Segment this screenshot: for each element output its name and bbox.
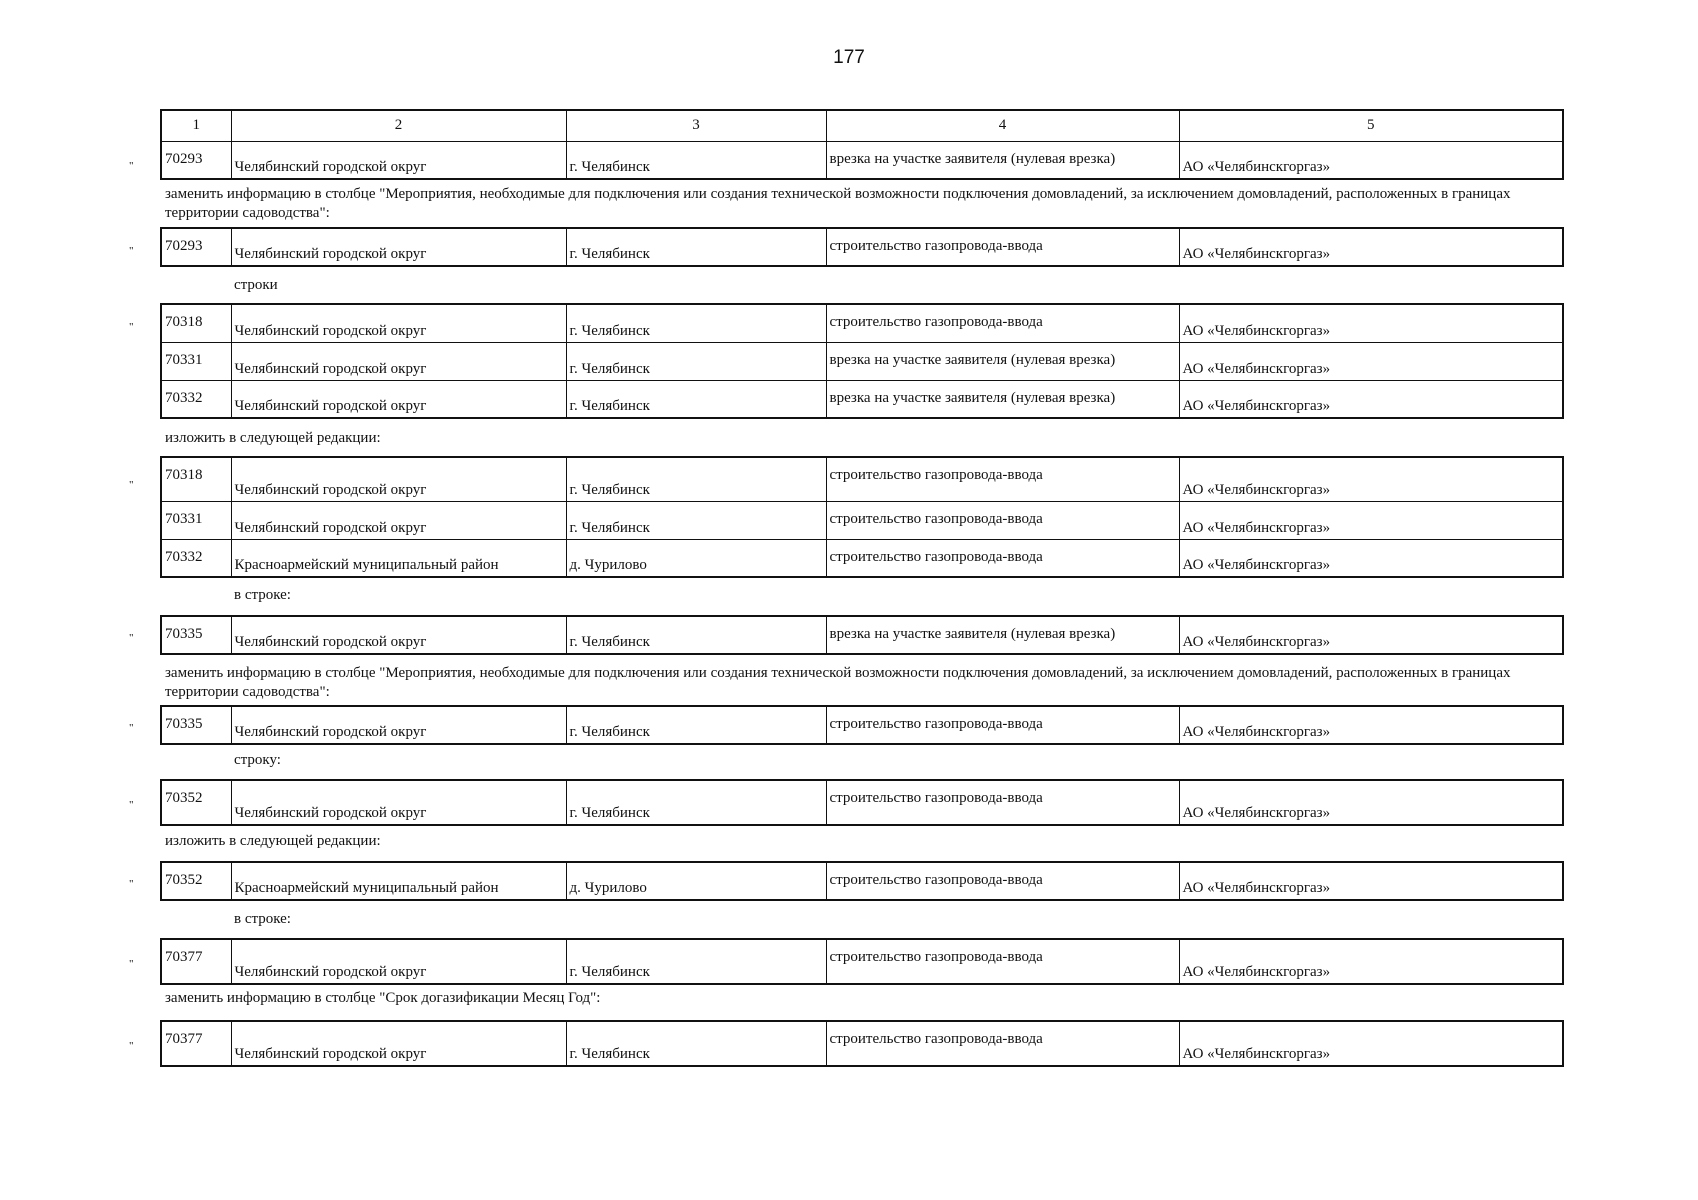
cell-measure: врезка на участке заявителя (нулевая врезка) [826, 141, 1179, 179]
table-row [161, 939, 1563, 984]
cell-operator: АО «Челябинскгоргаз» [1179, 616, 1563, 654]
cell-locality: г. Челябинск [566, 939, 826, 984]
table-row [161, 862, 1563, 900]
cell-measure: строительство газопровода-ввода [826, 939, 1179, 984]
column-number-header: 5 [1179, 110, 1563, 141]
table-row [161, 342, 1563, 380]
amendment-instruction: заменить информацию в столбце "Мероприятия, необходимые для подключения или создания технической возможности подключения домовладений, за исключением домовладений, расположенных в границах территории садоводства": [165, 665, 1511, 700]
data-table [160, 456, 1564, 578]
data-table [160, 227, 1564, 267]
cell-id: 70352 [161, 862, 231, 900]
data-table [160, 303, 1564, 419]
cell-locality: г. Челябинск [566, 706, 826, 744]
cell-locality: д. Чурилово [566, 862, 826, 900]
table-row [161, 616, 1563, 654]
cell-locality: г. Челябинск [566, 228, 826, 266]
cell-operator: АО «Челябинскгоргаз» [1179, 780, 1563, 825]
cell-id: 70331 [161, 501, 231, 539]
data-table [160, 615, 1564, 655]
cell-locality: г. Челябинск [566, 1021, 826, 1066]
opening-quote-mark: " [129, 1040, 134, 1052]
cell-operator: АО «Челябинскгоргаз» [1179, 457, 1563, 501]
cell-locality: г. Челябинск [566, 780, 826, 825]
cell-operator: АО «Челябинскгоргаз» [1179, 539, 1563, 577]
cell-id: 70377 [161, 1021, 231, 1066]
cell-district: Красноармейский муниципальный район [231, 862, 566, 900]
data-table [160, 705, 1564, 745]
table-row [161, 501, 1563, 539]
cell-operator: АО «Челябинскгоргаз» [1179, 501, 1563, 539]
data-table [160, 861, 1564, 901]
cell-district: Челябинский городской округ [231, 706, 566, 744]
cell-district: Челябинский городской округ [231, 939, 566, 984]
opening-quote-mark: " [129, 958, 134, 970]
cell-operator: АО «Челябинскгоргаз» [1179, 706, 1563, 744]
cell-locality: г. Челябинск [566, 457, 826, 501]
cell-locality: д. Чурилово [566, 539, 826, 577]
cell-locality: г. Челябинск [566, 616, 826, 654]
cell-operator: АО «Челябинскгоргаз» [1179, 342, 1563, 380]
cell-id: 70331 [161, 342, 231, 380]
opening-quote-mark: " [129, 245, 134, 257]
cell-district: Челябинский городской округ [231, 616, 566, 654]
cell-district: Челябинский городской округ [231, 1021, 566, 1066]
cell-id: 70293 [161, 141, 231, 179]
cell-district: Челябинский городской округ [231, 501, 566, 539]
table-row [161, 304, 1563, 342]
table-row [161, 141, 1563, 179]
amendment-instruction: строку: [234, 752, 281, 768]
table-row [161, 539, 1563, 577]
cell-id: 70335 [161, 706, 231, 744]
opening-quote-mark: " [129, 878, 134, 890]
table-row [161, 228, 1563, 266]
cell-id: 70332 [161, 380, 231, 418]
cell-measure: врезка на участке заявителя (нулевая врезка) [826, 616, 1179, 654]
cell-operator: АО «Челябинскгоргаз» [1179, 1021, 1563, 1066]
cell-measure: строительство газопровода-ввода [826, 862, 1179, 900]
cell-id: 70293 [161, 228, 231, 266]
opening-quote-mark: " [129, 632, 134, 644]
cell-id: 70377 [161, 939, 231, 984]
cell-operator: АО «Челябинскгоргаз» [1179, 862, 1563, 900]
table-row [161, 706, 1563, 744]
cell-measure: строительство газопровода-ввода [826, 706, 1179, 744]
data-table [160, 938, 1564, 985]
cell-operator: АО «Челябинскгоргаз» [1179, 380, 1563, 418]
column-number-header: 2 [231, 110, 566, 141]
column-number-header: 3 [566, 110, 826, 141]
table-row [161, 780, 1563, 825]
opening-quote-mark: " [129, 479, 134, 491]
cell-locality: г. Челябинск [566, 304, 826, 342]
column-number-header: 4 [826, 110, 1179, 141]
table-row [161, 457, 1563, 501]
cell-district: Красноармейский муниципальный район [231, 539, 566, 577]
amendment-instruction: в строке: [234, 587, 291, 603]
cell-id: 70335 [161, 616, 231, 654]
amendment-instruction: заменить информацию в столбце "Мероприятия, необходимые для подключения или создания технической возможности подключения домовладений, за исключением домовладений, расположенных в границах территории садоводства": [165, 186, 1511, 221]
cell-measure: строительство газопровода-ввода [826, 780, 1179, 825]
cell-id: 70332 [161, 539, 231, 577]
cell-locality: г. Челябинск [566, 141, 826, 179]
cell-locality: г. Челябинск [566, 501, 826, 539]
cell-measure: врезка на участке заявителя (нулевая врезка) [826, 380, 1179, 418]
opening-quote-mark: " [129, 321, 134, 333]
amendment-instruction: строки [234, 277, 278, 293]
cell-district: Челябинский городской округ [231, 380, 566, 418]
cell-locality: г. Челябинск [566, 380, 826, 418]
opening-quote-mark: " [129, 160, 134, 172]
cell-measure: строительство газопровода-ввода [826, 304, 1179, 342]
table-row [161, 380, 1563, 418]
data-table [160, 779, 1564, 826]
data-table [160, 109, 1564, 180]
page-number: 177 [833, 47, 865, 68]
data-table [160, 1020, 1564, 1067]
cell-measure: строительство газопровода-ввода [826, 501, 1179, 539]
cell-district: Челябинский городской округ [231, 342, 566, 380]
cell-measure: строительство газопровода-ввода [826, 1021, 1179, 1066]
column-number-header: 1 [161, 110, 231, 141]
cell-district: Челябинский городской округ [231, 304, 566, 342]
cell-measure: врезка на участке заявителя (нулевая врезка) [826, 342, 1179, 380]
cell-id: 70318 [161, 457, 231, 501]
opening-quote-mark: " [129, 799, 134, 811]
cell-measure: строительство газопровода-ввода [826, 539, 1179, 577]
amendment-instruction: в строке: [234, 911, 291, 927]
amendment-instruction: заменить информацию в столбце "Срок догазификации Месяц Год": [165, 990, 601, 1006]
amendment-instruction: изложить в следующей редакции: [165, 430, 381, 446]
cell-locality: г. Челябинск [566, 342, 826, 380]
cell-id: 70318 [161, 304, 231, 342]
cell-id: 70352 [161, 780, 231, 825]
cell-operator: АО «Челябинскгоргаз» [1179, 939, 1563, 984]
amendment-instruction: изложить в следующей редакции: [165, 833, 381, 849]
cell-operator: АО «Челябинскгоргаз» [1179, 141, 1563, 179]
cell-district: Челябинский городской округ [231, 228, 566, 266]
opening-quote-mark: " [129, 722, 134, 734]
cell-district: Челябинский городской округ [231, 457, 566, 501]
table-header-row [161, 110, 1563, 141]
cell-operator: АО «Челябинскгоргаз» [1179, 228, 1563, 266]
cell-district: Челябинский городской округ [231, 780, 566, 825]
cell-operator: АО «Челябинскгоргаз» [1179, 304, 1563, 342]
table-row [161, 1021, 1563, 1066]
cell-measure: строительство газопровода-ввода [826, 228, 1179, 266]
cell-measure: строительство газопровода-ввода [826, 457, 1179, 501]
cell-district: Челябинский городской округ [231, 141, 566, 179]
